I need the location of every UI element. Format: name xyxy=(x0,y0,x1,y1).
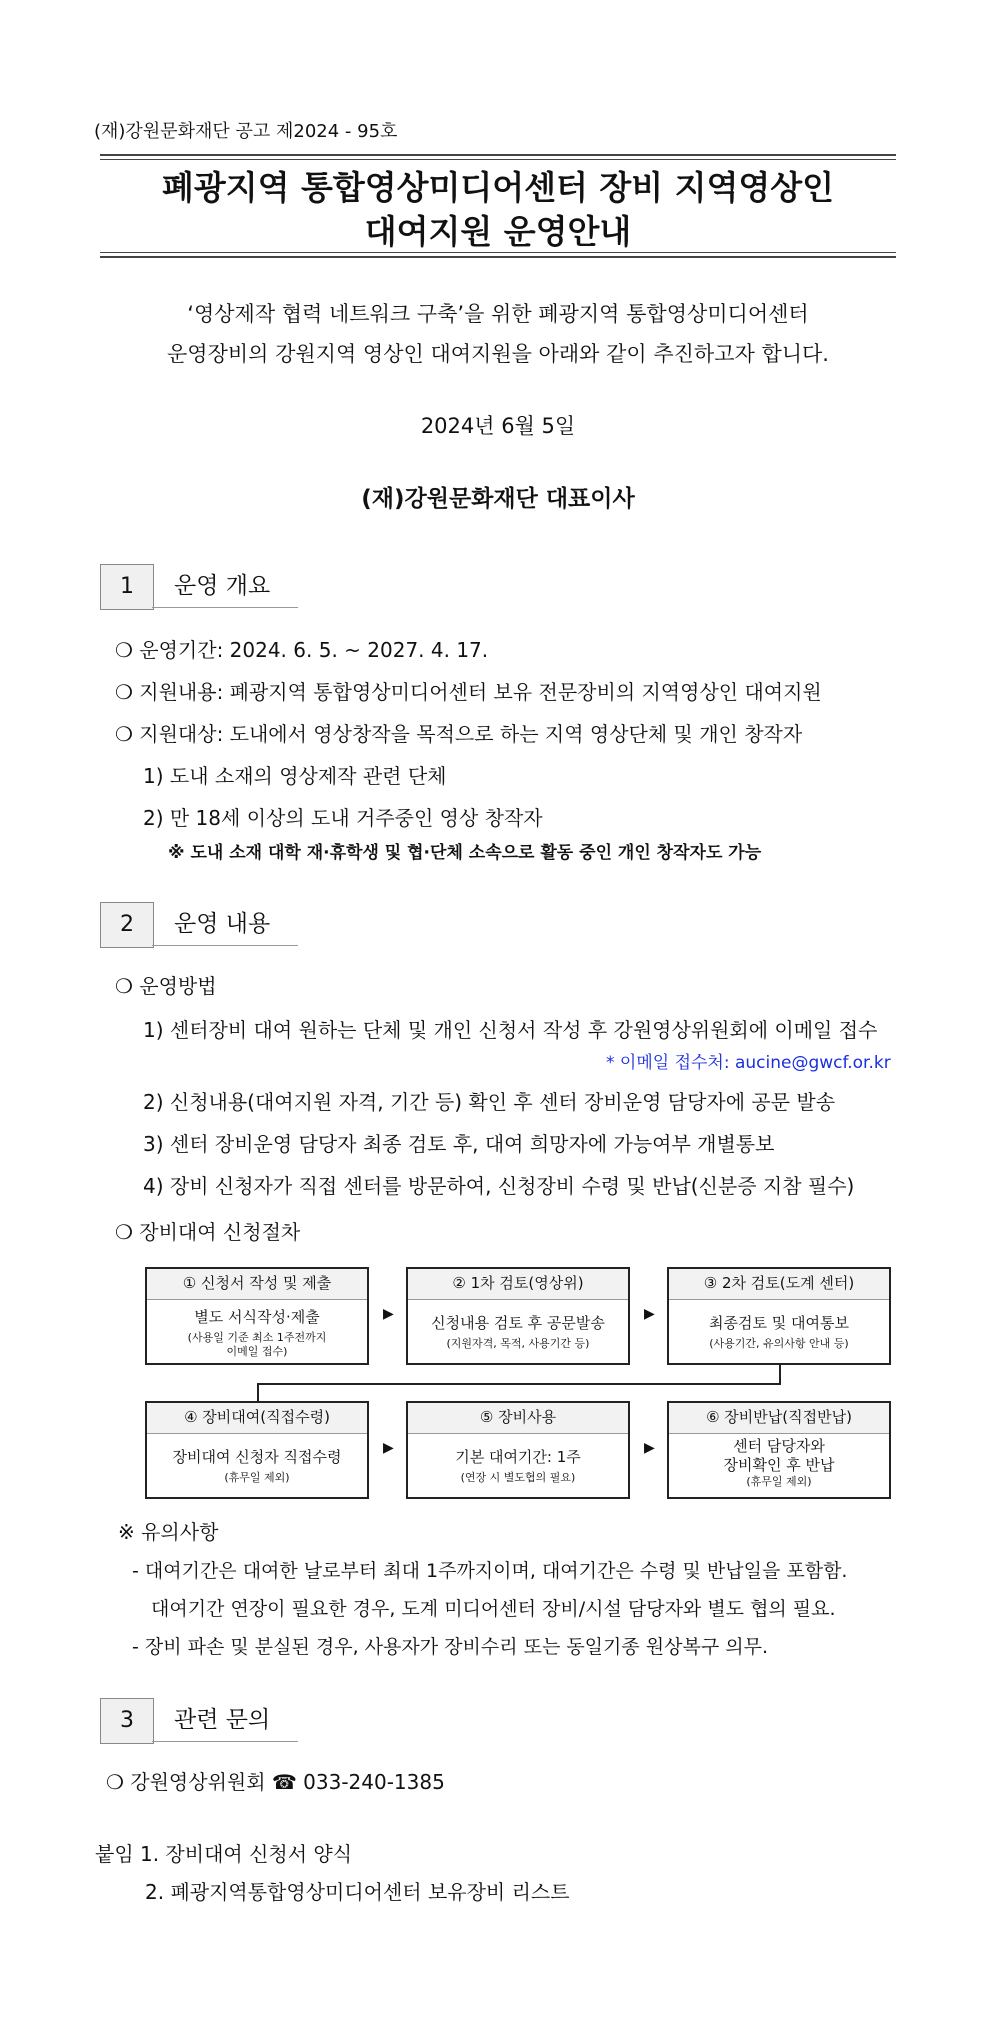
step-2-head: ② 1차 검토(영상위) xyxy=(408,1269,628,1300)
step-6-head: ⑥ 장비반납(직접반납) xyxy=(669,1403,889,1434)
caution-item-1: - 대여기간은 대여한 날로부터 최대 1주까지이며, 대여기간은 수령 및 반납일을 포함함. xyxy=(132,1560,848,1582)
notice-date: 2024년 6월 5일 xyxy=(420,414,576,438)
target-item: ❍ 지원대상: 도내에서 영상창작을 목적으로 하는 지역 영상단체 및 개인 창작자 xyxy=(115,722,803,746)
issuer: (재)강원문화재단 대표이사 xyxy=(361,486,635,512)
step-1-sub-2: 이메일 접수) xyxy=(226,1345,288,1358)
title-line-2: 대여지원 운영안내 xyxy=(364,212,632,251)
method-item-1: 1) 센터장비 대여 원하는 단체 및 개인 신청서 작성 후 강원영상위원회에 이메일 접수 xyxy=(143,1018,878,1042)
section-3-label: 관련 문의 xyxy=(152,1698,298,1742)
step-6-main-2: 장비확인 후 반납 xyxy=(723,1456,835,1474)
step-6-sub-1: (휴무일 제외) xyxy=(746,1475,812,1488)
step-4-main: 장비대여 신청자 직접수령 xyxy=(172,1448,342,1466)
step-5-head: ⑤ 장비사용 xyxy=(408,1403,628,1434)
target-note: ※ 도내 소재 대학 재·휴학생 및 협·단체 소속으로 활동 중인 개인 창작자도 가능 xyxy=(168,843,762,863)
step-3-box xyxy=(667,1267,891,1365)
step-2-sub-1: (지원자격, 목적, 사용기간 등) xyxy=(446,1337,590,1350)
title-line-1: 폐광지역 통합영상미디어센터 장비 지역영상인 xyxy=(161,168,835,207)
section-3-number: 3 xyxy=(100,1698,154,1744)
section-1-number: 1 xyxy=(100,564,154,610)
intro-line-1: ‘영상제작 협력 네트워크 구축’을 위한 폐광지역 통합영상미디어센터 xyxy=(187,302,809,326)
connector-across xyxy=(257,1383,781,1385)
step-4-head: ④ 장비대여(직접수령) xyxy=(147,1403,367,1434)
procedure-heading: ❍ 장비대여 신청절차 xyxy=(115,1220,301,1244)
step-2-main: 신청내용 검토 후 공문발송 xyxy=(431,1314,605,1332)
attachment-1: 붙임 1. 장비대여 신청서 양식 xyxy=(95,1842,353,1866)
step-3-main: 최종검토 및 대여통보 xyxy=(709,1314,849,1332)
step-3-sub-1: (사용기간, 유의사항 안내 등) xyxy=(709,1337,849,1350)
notice-number: (재)강원문화재단 공고 제2024 - 95호 xyxy=(94,121,398,142)
step-1-main: 별도 서식작성·제출 xyxy=(194,1308,320,1326)
caution-item-2: - 장비 파손 및 분실된 경우, 사용자가 장비수리 또는 동일기종 원상복구 의무. xyxy=(132,1636,768,1658)
step-1-head: ① 신청서 작성 및 제출 xyxy=(147,1269,367,1300)
step-3-head: ③ 2차 검토(도계 센터) xyxy=(669,1269,889,1300)
attachment-2: 2. 폐광지역통합영상미디어센터 보유장비 리스트 xyxy=(145,1880,570,1904)
content-item: ❍ 지원내용: 폐광지역 통합영상미디어센터 보유 전문장비의 지역영상인 대여지원 xyxy=(115,680,822,704)
target-sub-1: 1) 도내 소재의 영상제작 관련 단체 xyxy=(143,764,447,788)
connector-down-2 xyxy=(257,1383,259,1401)
section-1-label: 운영 개요 xyxy=(152,564,298,608)
step-1-sub-1: (사용일 기준 최소 1주전까지 xyxy=(187,1331,327,1344)
caution-heading: ※ 유의사항 xyxy=(118,1520,219,1544)
section-2-number: 2 xyxy=(100,902,154,948)
section-2-label: 운영 내용 xyxy=(152,902,298,946)
arrow-right-icon: ▶ xyxy=(383,1306,394,1322)
arrow-right-icon: ▶ xyxy=(644,1440,655,1456)
method-item-3: 3) 센터 장비운영 담당자 최종 검토 후, 대여 희망자에 가능여부 개별통보 xyxy=(143,1132,775,1156)
method-item-2: 2) 신청내용(대여지원 자격, 기간 등) 확인 후 센터 장비운영 담당자에 공문 발송 xyxy=(143,1090,836,1114)
target-sub-2: 2) 만 18세 이상의 도내 거주중인 영상 창작자 xyxy=(143,806,543,830)
step-6-main: 센터 담당자와 xyxy=(733,1437,825,1455)
step-1-box xyxy=(145,1267,369,1365)
caution-item-1-cont: 대여기간 연장이 필요한 경우, 도계 미디어센터 장비/시설 담당자와 별도 협의 필요. xyxy=(151,1598,836,1620)
method-item-4: 4) 장비 신청자가 직접 센터를 방문하여, 신청장비 수령 및 반납(신분증 지참 필수) xyxy=(143,1174,855,1198)
arrow-right-icon: ▶ xyxy=(383,1440,394,1456)
step-6-box xyxy=(667,1401,891,1499)
intro-line-2: 운영장비의 강원지역 영상인 대여지원을 아래와 같이 추진하고자 합니다. xyxy=(167,342,829,366)
document-title xyxy=(100,154,896,258)
step-5-main: 기본 대여기간: 1주 xyxy=(455,1448,581,1466)
step-4-sub-1: (휴무일 제외) xyxy=(224,1471,290,1484)
period-item: ❍ 운영기간: 2024. 6. 5. ~ 2027. 4. 17. xyxy=(115,638,489,662)
step-5-box xyxy=(406,1401,630,1499)
contact-item: ❍ 강원영상위원회 ☎ 033-240-1385 xyxy=(106,1770,445,1794)
step-5-sub-1: (연장 시 별도협의 필요) xyxy=(460,1471,576,1484)
step-2-box xyxy=(406,1267,630,1365)
method-heading: ❍ 운영방법 xyxy=(115,974,217,998)
step-4-box xyxy=(145,1401,369,1499)
arrow-right-icon: ▶ xyxy=(644,1306,655,1322)
connector-down xyxy=(779,1365,781,1383)
email-note: * 이메일 접수처: aucine@gwcf.or.kr xyxy=(606,1053,891,1073)
